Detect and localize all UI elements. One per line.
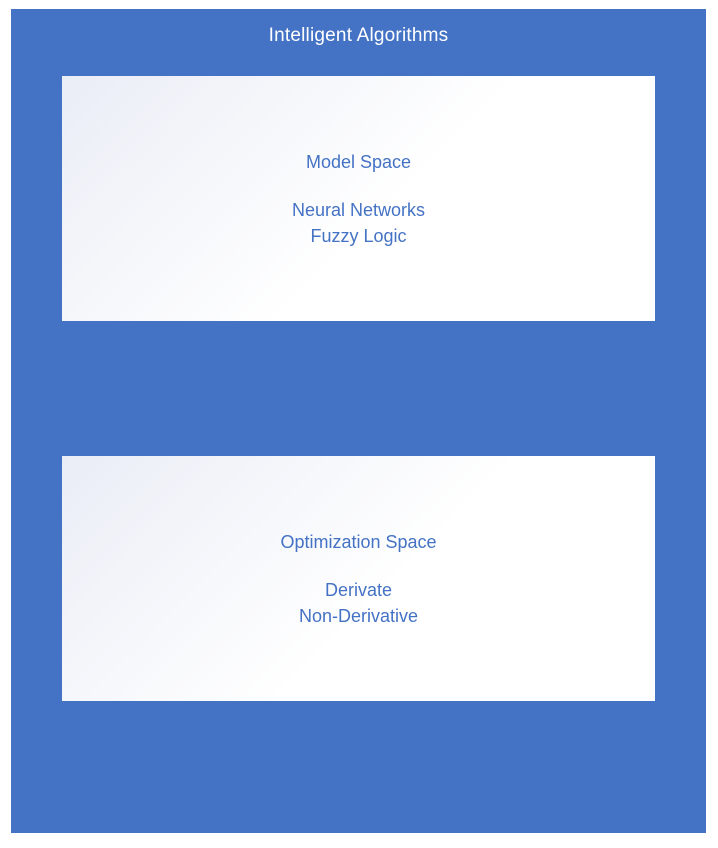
- model-space-item-neural-networks: Neural Networks: [291, 199, 426, 220]
- optimization-space-item-non-derivative: Non-Derivative: [298, 605, 419, 626]
- model-space-heading: Model Space: [305, 151, 412, 172]
- optimization-space-box: [62, 456, 655, 701]
- model-space-box: [62, 76, 655, 321]
- model-space-item-fuzzy-logic: Fuzzy Logic: [310, 225, 407, 246]
- intelligent-algorithms-container: [11, 9, 706, 833]
- optimization-space-heading: Optimization Space: [280, 531, 437, 552]
- container-title: Intelligent Algorithms: [268, 25, 449, 46]
- optimization-space-item-derivate: Derivate: [324, 579, 393, 600]
